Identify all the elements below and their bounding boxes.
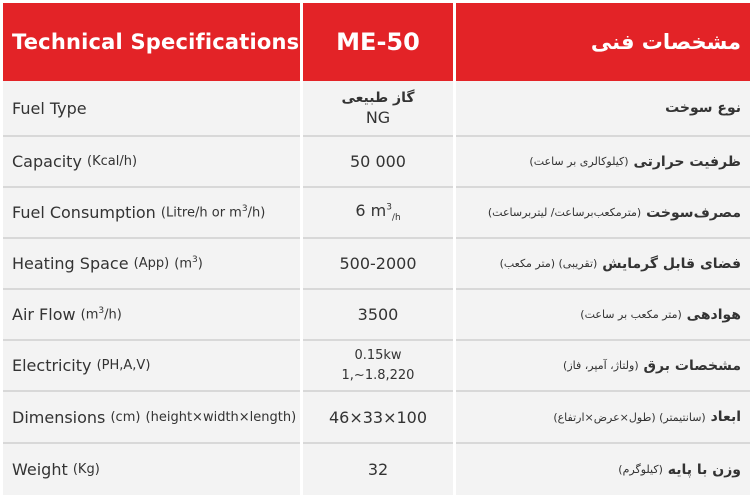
value-main: 6 m [355, 201, 387, 221]
unit-fa: (ولتاژ، آمپر، فاز) [563, 359, 639, 372]
value-line1: 0.15kw [354, 347, 402, 363]
value-fa: گاز طبیعی [341, 90, 415, 106]
row-air-flow-label-fa [456, 290, 750, 341]
value-line2: 1,~1.8,220 [341, 367, 415, 383]
row-capacity-label-fa [456, 137, 750, 188]
row-fuel-consumption-label-en [3, 188, 300, 239]
value: 3500 [357, 305, 399, 324]
header-title-en: Technical Specifications [3, 3, 300, 81]
label-fa: فضای قابل گرمایش [602, 255, 741, 272]
row-dimensions-value [303, 392, 453, 444]
unit-sup: 3 [98, 306, 105, 317]
label-fa: ظرفیت حرارتی [633, 153, 741, 170]
row-weight-label-en [3, 444, 300, 495]
value-en: NG [365, 108, 391, 127]
label-en: Fuel Type [12, 98, 87, 118]
row-capacity-label-en [3, 137, 300, 188]
value: 50 000 [350, 152, 406, 171]
unit-en [161, 204, 265, 220]
row-weight-label-fa [456, 444, 750, 495]
label-fa: مصرف‌سوخت [646, 204, 741, 221]
row-heating-space-label-en [3, 239, 300, 290]
unit-fa: (مترمکعب‌برساعت/ لیتربرساعت) [487, 206, 642, 219]
label-en: Weight [12, 460, 68, 479]
row-heating-space-label-fa [456, 239, 750, 290]
unit-en: (App) [133, 256, 170, 271]
unit-fa: (تقریبی) (متر مکعب) [499, 257, 598, 270]
unit-en: (PH,A,V) [96, 358, 151, 373]
row-fuel-type-value [303, 81, 453, 137]
unit-post: /h) [104, 307, 122, 323]
row-fuel-consumption-value [303, 188, 453, 239]
value [355, 201, 400, 223]
unit-post: ) [197, 256, 203, 272]
label-fa: هوادهی [686, 306, 741, 323]
value-sub: /h [391, 213, 401, 224]
row-air-flow-label-en [3, 290, 300, 341]
header-model: ME-50 [303, 3, 453, 81]
label-en: Heating Space [12, 254, 129, 273]
unit-fa: (کیلوکالری بر ساعت) [529, 155, 629, 168]
unit-en: (Kg) [72, 462, 100, 477]
unit-fa: (سانتیمتر) (طول×عرض×ارتفاع) [553, 410, 706, 424]
value: 46×33×100 [328, 407, 428, 427]
value-sup: 3 [386, 203, 392, 214]
row-capacity-value [303, 137, 453, 188]
row-electricity-value [303, 341, 453, 392]
label-fa: نوع سوخت [665, 100, 741, 116]
unit-pre: (m [174, 256, 193, 272]
unit-fa: (متر مکعب بر ساعت) [580, 308, 682, 321]
unit-sup: 3 [192, 255, 198, 266]
label-fa: ابعاد [710, 409, 741, 425]
label-fa: وزن با پایه [667, 461, 741, 478]
value: 500-2000 [339, 254, 417, 273]
unit-sup: 3 [241, 204, 248, 215]
label-en: Fuel Consumption [12, 203, 156, 222]
value: 32 [367, 460, 389, 479]
header-title-fa: مشخصات فنی [456, 3, 750, 81]
unit2-en [174, 255, 203, 271]
row-fuel-consumption-label-fa [456, 188, 750, 239]
label-en: Capacity [12, 152, 82, 171]
unit2-en: (height×width×length) [145, 409, 297, 425]
row-heating-space-value [303, 239, 453, 290]
unit-post: /h) [247, 205, 266, 221]
unit-pre: (Litre/h or m [160, 205, 242, 221]
label-fa: مشخصات برق [643, 357, 741, 374]
row-fuel-type-label-en [3, 81, 300, 137]
row-electricity-label-en [3, 341, 300, 392]
unit-en [81, 306, 122, 322]
unit-en: (Kcal/h) [87, 154, 138, 169]
row-fuel-type-label-fa [456, 81, 750, 137]
row-weight-value [303, 444, 453, 495]
unit-en: (cm) [110, 409, 141, 425]
row-dimensions-label-en [3, 392, 300, 444]
label-en: Dimensions [12, 407, 106, 427]
row-air-flow-value [303, 290, 453, 341]
spec-grid [3, 3, 747, 495]
row-electricity-label-fa [456, 341, 750, 392]
row-dimensions-label-fa [456, 392, 750, 444]
label-en: Air Flow [12, 305, 76, 324]
unit-fa: (کیلوگرم) [618, 463, 663, 476]
unit-pre: (m [80, 307, 99, 323]
label-en: Electricity [12, 356, 92, 375]
